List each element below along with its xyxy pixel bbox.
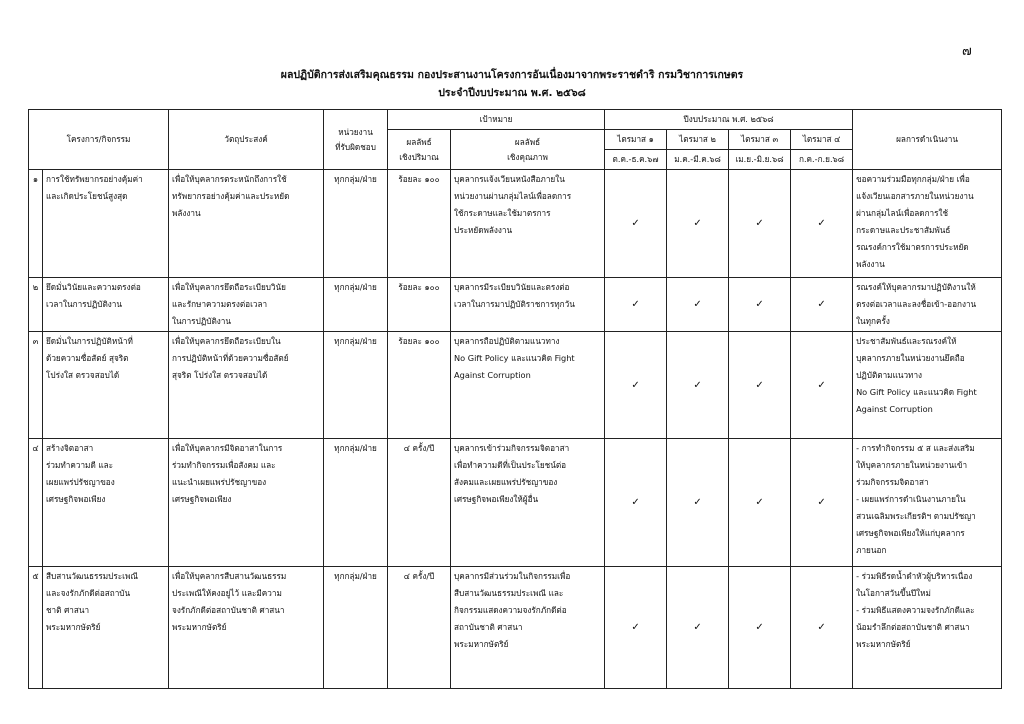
header-q1: ไตรมาส ๑ bbox=[605, 130, 667, 150]
header-q4: ไตรมาส ๔ bbox=[791, 130, 853, 150]
quantity-cell: ร้อยละ ๑๐๐ bbox=[388, 170, 451, 278]
header-quantity-line-1: ผลลัพธ์ bbox=[406, 136, 432, 147]
quality-line: บุคลากรมีระเบียบวินัยและตรงต่อ bbox=[454, 282, 570, 292]
page-number: ๗ bbox=[962, 44, 972, 59]
header-result: ผลการดำเนินงาน bbox=[853, 110, 1002, 170]
quality-cell bbox=[451, 332, 605, 439]
table-row bbox=[29, 439, 1002, 567]
result-line: No Gift Policy และแนวคิด Fight bbox=[856, 387, 977, 397]
header-quantity bbox=[388, 130, 451, 170]
header-q4-months: ก.ค.-ก.ย.๖๘ bbox=[791, 150, 853, 170]
quality-line: Against Corruption bbox=[454, 370, 531, 380]
result-line: ในทุกครั้ง bbox=[856, 316, 890, 326]
header-q2-months: ม.ค.-มี.ค.๖๘ bbox=[667, 150, 729, 170]
header-unit bbox=[324, 110, 388, 170]
quality-line: บุคลากรถือปฏิบัติตามแนวทาง bbox=[454, 336, 560, 346]
quality-line: No Gift Policy และแนวคิด Fight bbox=[454, 353, 575, 363]
project-line: พระมหากษัตริย์ bbox=[46, 622, 101, 632]
objective-line: ร่วมทำกิจกรรมเพื่อสังคม และ bbox=[172, 460, 276, 470]
objective-line: เศรษฐกิจพอเพียง bbox=[172, 494, 232, 504]
quality-cell bbox=[451, 439, 605, 567]
objective-line: พระมหากษัตริย์ bbox=[172, 622, 227, 632]
table-row bbox=[29, 278, 1002, 332]
check-mark-q4: ✓ bbox=[791, 332, 853, 439]
project-line: โปร่งใส ตรวจสอบได้ bbox=[46, 370, 120, 380]
table-row bbox=[29, 567, 1002, 689]
table-row bbox=[29, 332, 1002, 439]
quality-line: สถาบันชาติ ศาสนา bbox=[454, 622, 523, 632]
result-line: ในโอกาสวันขึ้นปีใหม่ bbox=[856, 588, 931, 598]
check-mark-q2: ✓ bbox=[667, 332, 729, 439]
result-line: ร่วมกิจกรรมจิตอาสา bbox=[856, 477, 929, 487]
project-line: เศรษฐกิจพอเพียง bbox=[46, 494, 106, 504]
result-line: - เผยแพร่การดำเนินงานภายใน bbox=[856, 494, 966, 504]
result-line: กระดาษและประชาสัมพันธ์ bbox=[856, 225, 951, 235]
morality-promotion-table bbox=[28, 109, 1002, 689]
quality-line: บุคลากรแจ้งเวียนหนังสือภายใน bbox=[454, 174, 565, 184]
quality-line: เศรษฐกิจพอเพียงให้ผู้อื่น bbox=[454, 494, 539, 504]
objective-line: เพื่อให้บุคลากรยึดถือระเบียบวินัย bbox=[172, 282, 286, 292]
result-cell bbox=[853, 439, 1002, 567]
unit-cell: ทุกกลุ่ม/ฝ่าย bbox=[324, 278, 388, 332]
objective-line: สุจริต โปร่งใส ตรวจสอบได้ bbox=[172, 370, 268, 380]
quality-line: กิจกรรมแสดงความจงรักภักดีต่อ bbox=[454, 605, 567, 615]
quality-line: ใช้กระดาษและใช้มาตรการ bbox=[454, 208, 551, 218]
objective-line: ทรัพยากรอย่างคุ้มค่าและประหยัด bbox=[172, 191, 290, 201]
quality-cell bbox=[451, 567, 605, 689]
objective-line: การปฏิบัติหน้าที่ด้วยความซื่อสัตย์ bbox=[172, 353, 289, 363]
project-cell bbox=[43, 332, 169, 439]
check-mark-q3: ✓ bbox=[729, 332, 791, 439]
project-line: ด้วยความซื่อสัตย์ สุจริต bbox=[46, 353, 129, 363]
document-title bbox=[0, 66, 1024, 102]
result-line: ขอความร่วมมือทุกกลุ่ม/ฝ่าย เพื่อ bbox=[856, 174, 970, 184]
quality-line: เพื่อทำความดีที่เป็นประโยชน์ต่อ bbox=[454, 460, 567, 470]
result-cell bbox=[853, 567, 1002, 689]
check-mark-q4: ✓ bbox=[791, 439, 853, 567]
objective-line: ในการปฏิบัติงาน bbox=[172, 316, 231, 326]
result-line: เศรษฐกิจพอเพียงให้แก่บุคลากร bbox=[856, 528, 965, 538]
header-quality-line-1: ผลลัพธ์ bbox=[514, 136, 541, 147]
project-cell bbox=[43, 567, 169, 689]
project-line: ชาติ ศาสนา bbox=[46, 605, 90, 615]
result-line: ตรงต่อเวลาและลงชื่อเข้า-ออกงาน bbox=[856, 299, 977, 309]
unit-cell: ทุกกลุ่ม/ฝ่าย bbox=[324, 332, 388, 439]
objective-cell bbox=[169, 567, 324, 689]
objective-line: แนะนำเผยแพร่ปรัชญาของ bbox=[172, 477, 267, 487]
title-line-2: ประจำปีงบประมาณ พ.ศ. ๒๕๖๘ bbox=[438, 87, 586, 99]
project-line: ร่วมทำความดี และ bbox=[46, 460, 114, 470]
result-line: - ร่วมพิธีแสดงความจงรักภักดีและ bbox=[856, 605, 975, 615]
result-line: น้อมรำลึกต่อสถาบันชาติ ศาสนา bbox=[856, 622, 970, 632]
check-mark-q4: ✓ bbox=[791, 278, 853, 332]
header-unit-line-1: หน่วยงาน bbox=[338, 126, 373, 137]
check-mark-q1: ✓ bbox=[605, 439, 667, 567]
project-cell bbox=[43, 170, 169, 278]
objective-line: เพื่อให้บุคลากรยึดถือระเบียบใน bbox=[172, 336, 281, 346]
result-line: รณรงค์การใช้มาตรการประหยัด bbox=[856, 242, 969, 252]
check-mark-q4: ✓ bbox=[791, 170, 853, 278]
unit-cell: ทุกกลุ่ม/ฝ่าย bbox=[324, 170, 388, 278]
objective-line: จงรักภักดีต่อสถาบันชาติ ศาสนา bbox=[172, 605, 285, 615]
unit-cell: ทุกกลุ่ม/ฝ่าย bbox=[324, 567, 388, 689]
row-number: ๓ bbox=[29, 332, 43, 439]
quantity-cell: ร้อยละ ๑๐๐ bbox=[388, 278, 451, 332]
result-line: รณรงค์ให้บุคลากรมาปฏิบัติงานให้ bbox=[856, 282, 976, 292]
row-number: ๒ bbox=[29, 278, 43, 332]
objective-cell bbox=[169, 332, 324, 439]
check-mark-q1: ✓ bbox=[605, 278, 667, 332]
check-mark-q1: ✓ bbox=[605, 170, 667, 278]
objective-cell bbox=[169, 170, 324, 278]
result-line: Against Corruption bbox=[856, 404, 933, 414]
result-line: ภายนอก bbox=[856, 545, 887, 555]
project-line: และจงรักภักดีต่อสถาบัน bbox=[46, 588, 131, 598]
unit-cell: ทุกกลุ่ม/ฝ่าย bbox=[324, 439, 388, 567]
project-line: ยึดมั่นวินัยและความตรงต่อ bbox=[46, 282, 141, 292]
header-quality bbox=[451, 130, 605, 170]
quantity-cell: ๔ ครั้ง/ปี bbox=[388, 567, 451, 689]
check-mark-q4: ✓ bbox=[791, 567, 853, 689]
project-line: การใช้ทรัพยากรอย่างคุ้มค่า bbox=[46, 174, 143, 184]
quality-line: บุคลากรมีส่วนร่วมในกิจกรรมเพื่อ bbox=[454, 571, 571, 581]
check-mark-q1: ✓ bbox=[605, 567, 667, 689]
project-line: เผยแพร่ปรัชญาของ bbox=[46, 477, 115, 487]
header-q2: ไตรมาส ๒ bbox=[667, 130, 729, 150]
quality-line: หน่วยงานผ่านกลุ่มไลน์เพื่อลดการ bbox=[454, 191, 572, 201]
row-number: ๔ bbox=[29, 439, 43, 567]
objective-cell bbox=[169, 439, 324, 567]
project-cell bbox=[43, 278, 169, 332]
header-q3: ไตรมาส ๓ bbox=[729, 130, 791, 150]
header-budget-year: ปีงบประมาณ พ.ศ. ๒๕๖๘ bbox=[605, 110, 853, 130]
result-line: แจ้งเวียนเอกสารภายในหน่วยงาน bbox=[856, 191, 974, 201]
header-target: เป้าหมาย bbox=[388, 110, 605, 130]
quality-line: เวลาในการมาปฏิบัติราชการทุกวัน bbox=[454, 299, 575, 309]
project-line: ยึดมั่นในการปฏิบัติหน้าที่ bbox=[46, 336, 133, 346]
result-cell bbox=[853, 332, 1002, 439]
quality-line: สังคมและเผยแพร่ปรัชญาของ bbox=[454, 477, 558, 487]
check-mark-q2: ✓ bbox=[667, 278, 729, 332]
project-line: เวลาในการปฏิบัติงาน bbox=[46, 299, 122, 309]
table-row bbox=[29, 170, 1002, 278]
result-line: ให้บุคลากรภายในหน่วยงานเข้า bbox=[856, 460, 968, 470]
result-cell bbox=[853, 170, 1002, 278]
row-number: ๕ bbox=[29, 567, 43, 689]
check-mark-q3: ✓ bbox=[729, 567, 791, 689]
quality-line: พระมหากษัตริย์ bbox=[454, 639, 509, 649]
check-mark-q2: ✓ bbox=[667, 439, 729, 567]
check-mark-q3: ✓ bbox=[729, 278, 791, 332]
result-line: พระมหากษัตริย์ bbox=[856, 639, 911, 649]
row-number: ๑ bbox=[29, 170, 43, 278]
quality-line: สืบสานวัฒนธรรมประเพณี และ bbox=[454, 588, 564, 598]
objective-line: เพื่อให้บุคลากรมีจิตอาสาในการ bbox=[172, 443, 283, 453]
objective-line: พลังงาน bbox=[172, 208, 201, 218]
quantity-cell: ๔ ครั้ง/ปี bbox=[388, 439, 451, 567]
title-line-1: ผลปฏิบัติการส่งเสริมคุณธรรม กองประสานงานโครงการอันเนื่องมาจากพระราชดำริ กรมวิชาการเกษตร bbox=[280, 69, 744, 81]
check-mark-q1: ✓ bbox=[605, 332, 667, 439]
check-mark-q3: ✓ bbox=[729, 439, 791, 567]
result-line: บุคลากรภายในหน่วยงานยึดถือ bbox=[856, 353, 965, 363]
header-q1-months: ต.ค.-ธ.ค.๖๗ bbox=[605, 150, 667, 170]
check-mark-q3: ✓ bbox=[729, 170, 791, 278]
result-line: สวนเฉลิมพระเกียรติฯ ตามปรัชญา bbox=[856, 511, 976, 521]
result-line: ประชาสัมพันธ์และรณรงค์ให้ bbox=[856, 336, 957, 346]
table-body bbox=[29, 170, 1002, 689]
objective-line: เพื่อให้บุคลากรตระหนักถึงการใช้ bbox=[172, 174, 287, 184]
quantity-cell: ร้อยละ ๑๐๐ bbox=[388, 332, 451, 439]
result-line: - การทำกิจกรรม ๕ ส และส่งเสริม bbox=[856, 443, 975, 453]
project-line: สร้างจิตอาสา bbox=[46, 443, 94, 453]
header-q3-months: เม.ย.-มิ.ย.๖๘ bbox=[729, 150, 791, 170]
objective-line: เพื่อให้บุคลากรสืบสานวัฒนธรรม bbox=[172, 571, 287, 581]
objective-line: ประเพณีให้คงอยู่ไว้ และมีความ bbox=[172, 588, 282, 598]
project-line: และเกิดประโยชน์สูงสุด bbox=[46, 191, 128, 201]
result-line: ปฏิบัติตามแนวทาง bbox=[856, 370, 923, 380]
result-cell bbox=[853, 278, 1002, 332]
project-cell bbox=[43, 439, 169, 567]
project-line: สืบสานวัฒนธรรมประเพณี bbox=[46, 571, 138, 581]
quality-line: บุคลากรเข้าร่วมกิจกรรมจิตอาสา bbox=[454, 443, 570, 453]
objective-cell bbox=[169, 278, 324, 332]
result-line: ผ่านกลุ่มไลน์เพื่อลดการใช้ bbox=[856, 208, 949, 218]
header-objective: วัตถุประสงค์ bbox=[169, 110, 324, 170]
quality-line: ประหยัดพลังงาน bbox=[454, 225, 513, 235]
objective-line: และรักษาความตรงต่อเวลา bbox=[172, 299, 268, 309]
header-quantity-line-2: เชิงปริมาณ bbox=[399, 151, 439, 162]
result-line: พลังงาน bbox=[856, 259, 885, 269]
header-quality-line-2: เชิงคุณภาพ bbox=[507, 151, 548, 162]
quality-cell bbox=[451, 170, 605, 278]
quality-cell bbox=[451, 278, 605, 332]
header-unit-line-2: ที่รับผิดชอบ bbox=[335, 141, 376, 152]
check-mark-q2: ✓ bbox=[667, 170, 729, 278]
result-line: - ร่วมพิธีรดน้ำดำหัวผู้บริหารเนื่อง bbox=[856, 571, 973, 581]
check-mark-q2: ✓ bbox=[667, 567, 729, 689]
header-project: โครงการ/กิจกรรม bbox=[29, 110, 169, 170]
